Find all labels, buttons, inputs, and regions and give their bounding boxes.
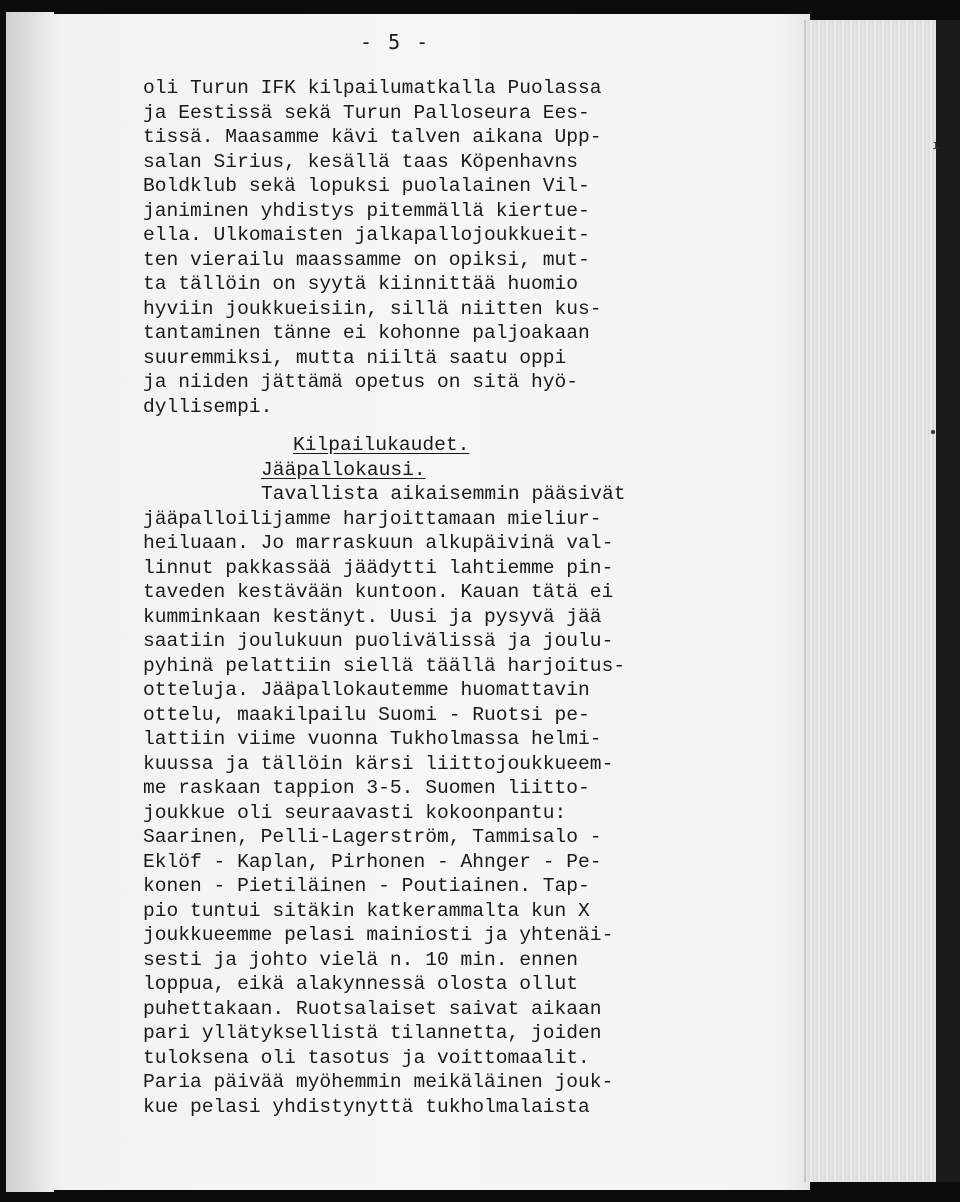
text-line: hyviin joukkueisiin, sillä niitten kus- <box>143 297 602 320</box>
text-line: Paria päivää myöhemmin meikäläinen jouk- <box>143 1071 614 1093</box>
text-line: otteluja. Jääpallokautemme huomattavin <box>143 679 590 701</box>
text-line: kuussa ja tällöin kärsi liittojoukkueem- <box>143 752 614 775</box>
text-line: ta tällöin on syytä kiinnittää huomio <box>143 273 579 295</box>
page-stack-edge <box>804 20 938 1182</box>
section-heading-text: Kilpailukaudet. <box>293 434 470 456</box>
page-number: - 5 - <box>360 30 431 54</box>
text-line: pari yllätyksellistä tilannetta, joiden <box>143 1022 602 1044</box>
margin-dot <box>931 430 935 434</box>
text-line: saatiin joulukuun puolivälissä ja joulu- <box>143 630 614 652</box>
page-body <box>143 76 773 1119</box>
text-line: Eklöf - Kaplan, Pirhonen - Ahnger - Pe- <box>143 850 602 873</box>
text-line: suuremmiksi, mutta niiltä saatu oppi <box>143 346 567 369</box>
text-line: konen - Pietiläinen - Poutiainen. Tap- <box>143 875 590 897</box>
text-line: puhettakaan. Ruotsalaiset saivat aikaan <box>143 997 602 1020</box>
text-line: ella. Ulkomaisten jalkapallojoukkueit- <box>143 224 590 246</box>
paragraph-2 <box>143 482 773 1119</box>
text-line: jääpalloilijamme harjoittamaan mieliur- <box>143 507 602 530</box>
text-line: kumminkaan kestänyt. Uusi ja pysyvä jää <box>143 605 602 628</box>
text-line: linnut pakkassää jäädytti lahtiemme pin- <box>143 556 614 579</box>
text-line: Boldklub sekä lopuksi puolalainen Vil- <box>143 175 590 197</box>
text-line: dyllisempi. <box>143 395 273 418</box>
text-line: janiminen yhdistys pitemmällä kiertue- <box>143 199 590 222</box>
text-line: pio tuntui sitäkin katkerammalta kun X <box>143 899 590 922</box>
text-line: oli Turun IFK kilpailumatkalla Puolassa <box>143 77 602 99</box>
section-heading <box>143 433 773 458</box>
text-line: tuloksena oli tasotus ja voittomaalit. <box>143 1046 590 1069</box>
text-line: taveden kestävään kuntoon. Kauan tätä ei <box>143 581 614 603</box>
text-line: lattiin viime vuonna Tukholmassa helmi- <box>143 728 602 750</box>
book-cover-edge <box>936 20 960 1182</box>
text-line: ja Eestissä sekä Turun Palloseura Ees- <box>143 101 590 124</box>
text-line: pyhinä pelattiin siellä täällä harjoitus- <box>143 654 626 677</box>
text-line: tissä. Maasamme kävi talven aikana Upp- <box>143 126 602 148</box>
text-line: joukkue oli seuraavasti kokoonpantu: <box>143 801 567 824</box>
text-line: me raskaan tappion 3-5. Suomen liitto- <box>143 777 590 799</box>
text-line: ottelu, maakilpailu Suomi - Ruotsi pe- <box>143 703 590 726</box>
text-line: loppua, eikä alakynnessä olosta ollut <box>143 973 579 995</box>
paragraph-1 <box>143 76 773 419</box>
subsection-heading <box>143 458 773 483</box>
text-line: ja niiden jättämä opetus on sitä hyö- <box>143 371 579 393</box>
margin-mark: ı <box>932 138 940 152</box>
text-line: ten vierailu maassamme on opiksi, mut- <box>143 248 590 271</box>
subsection-heading-text: Jääpallokausi. <box>261 458 426 481</box>
text-line: tantaminen tänne ei kohonne paljoakaan <box>143 322 590 344</box>
text-line: joukkueemme pelasi mainiosti ja yhtenäi- <box>143 924 614 946</box>
text-line: kue pelasi yhdistynyttä tukholmalaista <box>143 1095 590 1118</box>
text-line: heiluaan. Jo marraskuun alkupäivinä val- <box>143 532 614 554</box>
text-line: salan Sirius, kesällä taas Köpenhavns <box>143 150 579 173</box>
text-line: sesti ja johto vielä n. 10 min. ennen <box>143 948 579 971</box>
text-line: Tavallista aikaisemmin pääsivät <box>261 483 626 505</box>
text-line: Saarinen, Pelli-Lagerström, Tammisalo - <box>143 826 602 848</box>
